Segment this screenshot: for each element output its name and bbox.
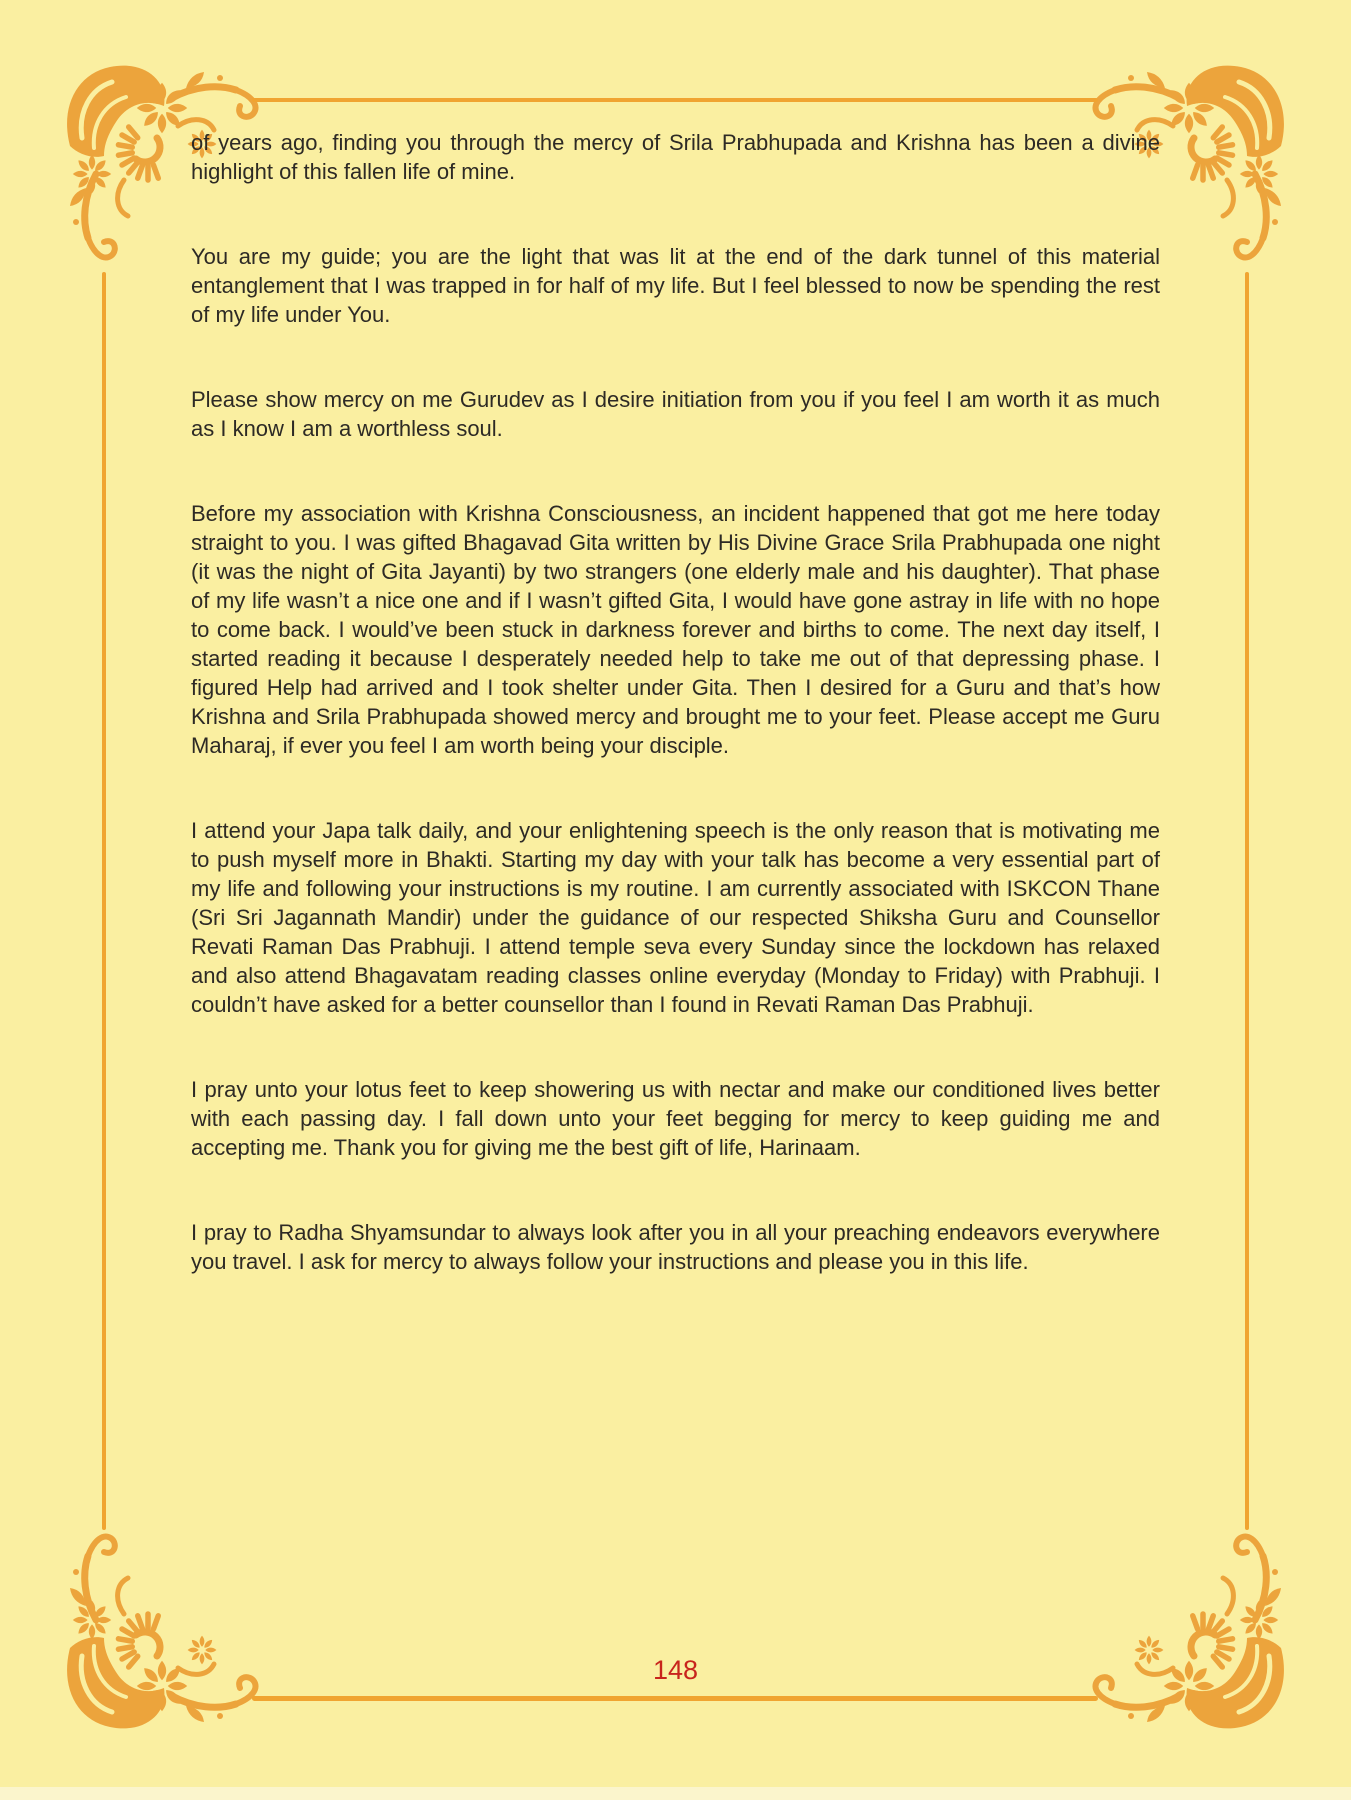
bottom-rule-line xyxy=(252,1696,1098,1701)
page-number: 148 xyxy=(652,1655,699,1685)
body-paragraph: of years ago, finding you through the mercy of Srila Prabhupada and Krishna has been a divine highlight of this fallen life of mine. xyxy=(191,130,1160,184)
corner-ornament-bottom-right-icon xyxy=(1081,1512,1291,1732)
body-paragraph: I pray to Radha Shyamsundar to always look after you in all your preaching endeavors everywhere you travel. I ask for mercy to always follow your instructions and please you in this life. xyxy=(191,1220,1160,1274)
right-rule-line xyxy=(1245,272,1249,1530)
body-paragraph: I attend your Japa talk daily, and your enlightening speech is the only reason that is motivating me to push myself more in Bhakti. Starting my day with your talk has become a very essential part of my life and following your instructions is my routine. I am currently associated with ISKCON Thane (Sri Sri Jagannath Mandir) under the guidance of our respected Shiksha Guru and Counsellor Revati Raman Das Prabhuji. I attend temple seva every Sunday since the lockdown has relaxed and also attend Bhagavatam reading classes online everyday (Monday to Friday) with Prabhuji. I couldn’t have asked for a better counsellor than I found in Revati Raman Das Prabhuji. xyxy=(191,818,1160,1017)
body-paragraph: Please show mercy on me Gurudev as I desire initiation from you if you feel I am worth it as much as I know I am a worthless soul. xyxy=(191,387,1160,441)
left-rule-line xyxy=(102,272,106,1530)
letter-body xyxy=(191,128,1160,1276)
body-paragraph: You are my guide; you are the light that was lit at the end of the dark tunnel of this material entanglement that I was trapped in for half of my life. But I feel blessed to now be spending the rest of my life under You. xyxy=(191,244,1160,327)
body-paragraph: I pray unto your lotus feet to keep showering us with nectar and make our conditioned lives better with each passing day. I fall down unto your feet begging for mercy to keep guiding me and accepting me. Thank you for giving me the best gift of life, Harinaam. xyxy=(191,1077,1160,1160)
top-rule-line xyxy=(252,98,1098,102)
corner-ornament-bottom-left-icon xyxy=(60,1512,270,1732)
bottom-page-edge xyxy=(0,1787,1351,1800)
body-paragraph: Before my association with Krishna Consciousness, an incident happened that got me here today straight to you. I was gifted Bhagavad Gita written by His Divine Grace Srila Prabhupada one night (it was the night of Gita Jayanti) by two strangers (one elderly male and his daughter). That phase of my life wasn’t a nice one and if I wasn’t gifted Gita, I would have gone astray in life with no hope to come back. I would’ve been stuck in darkness forever and births to come. The next day itself, I started reading it because I desperately needed help to take me out of that depressing phase. I figured Help had arrived and I took shelter under Gita. Then I desired for a Guru and that’s how Krishna and Srila Prabhupada showed mercy and brought me to your feet. Please accept me Guru Maharaj, if ever you feel I am worth being your disciple. xyxy=(191,501,1160,758)
